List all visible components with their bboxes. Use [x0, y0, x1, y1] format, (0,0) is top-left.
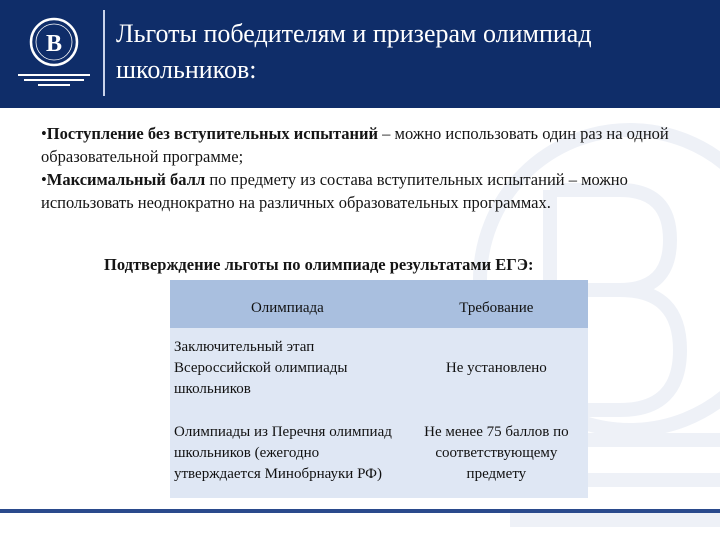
table-header-row — [170, 280, 588, 328]
title-line-1: Льготы победителям и призерам олимпиад — [116, 19, 592, 48]
page-title — [116, 16, 706, 88]
table-row — [170, 328, 588, 408]
bullet-2-bold: Максимальный балл — [46, 170, 206, 189]
cell-olympiad: Олимпиады из Перечня олимпиад школьников (ежегодно утверждается Минобрнауки РФ) — [170, 408, 405, 498]
olympiad-table — [170, 280, 588, 498]
cell-requirement: Не менее 75 баллов по соответствующему предмету — [405, 408, 588, 498]
bullet-item-2: •Максимальный балл по предмету из состава вступительных испытаний – можно использовать неоднократно на различных образовательных программах. — [41, 170, 628, 212]
bullet-1-bold: Поступление без вступительных испытаний — [46, 124, 379, 143]
footer-bar — [0, 509, 720, 513]
header-olympiad: Олимпиада — [170, 280, 405, 328]
bullet-2-text: по предмету из состава вступительных испытаний – можно использовать неоднократно на различных образовательных программах. — [41, 170, 628, 212]
cell-requirement: Не установлено — [405, 328, 588, 408]
bullet-1-text: – можно использовать один раз на одной образовательной программе; — [41, 124, 669, 166]
table-row — [170, 408, 588, 498]
header-divider — [103, 10, 105, 96]
main-content — [41, 122, 691, 214]
header-bar — [0, 0, 720, 108]
header-requirement: Требование — [405, 280, 588, 328]
cell-olympiad: Заключительный этап Всероссийской олимпиады школьников — [170, 328, 405, 408]
bullet-item-1: •Поступление без вступительных испытаний – можно использовать один раз на одной образовательной программе; — [41, 124, 669, 166]
svg-text:В: В — [45, 31, 63, 57]
hse-logo-icon — [12, 12, 96, 94]
confirmation-heading: Подтверждение льготы по олимпиаде результатами ЕГЭ: — [104, 255, 534, 274]
title-line-2: школьников: — [116, 55, 257, 84]
